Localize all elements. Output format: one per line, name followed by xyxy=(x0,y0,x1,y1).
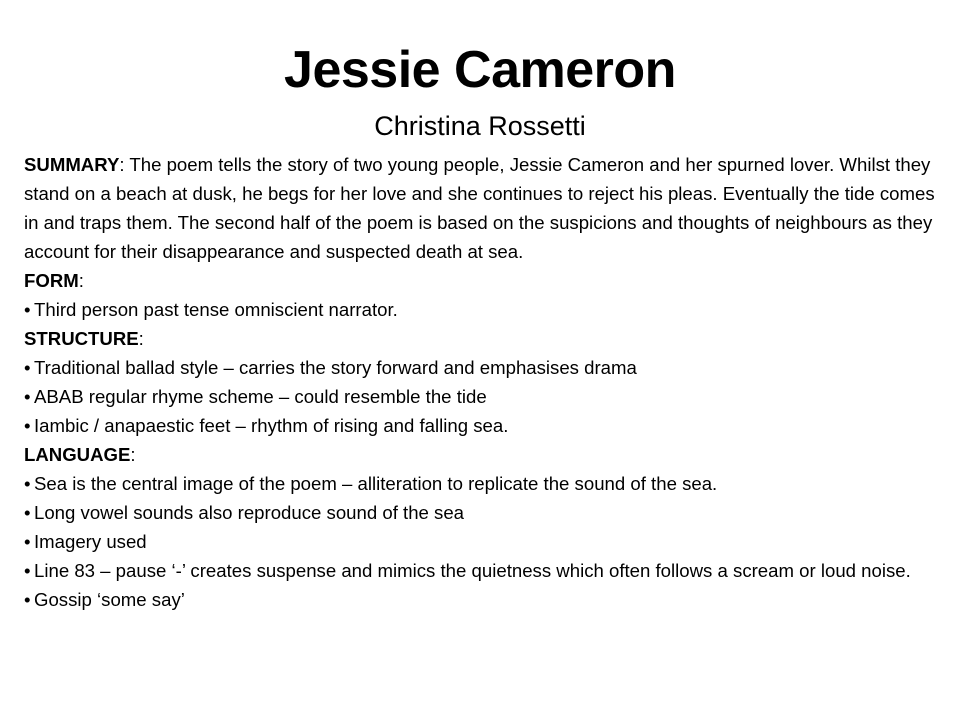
list-item xyxy=(24,353,940,382)
list-item xyxy=(24,556,940,585)
list-item xyxy=(24,498,940,527)
structure-heading-colon: : xyxy=(138,328,144,349)
language-bullet-text: Imagery used xyxy=(34,531,147,552)
structure-bullet-text: Iambic / anapaestic feet – rhythm of rising and falling sea. xyxy=(34,415,509,436)
bullet-icon: • xyxy=(24,589,31,610)
bullet-icon: • xyxy=(24,299,31,320)
language-heading-colon: : xyxy=(130,444,136,465)
list-item xyxy=(24,527,940,556)
language-bullet-text: Sea is the central image of the poem – alliteration to replicate the sound of the sea. xyxy=(34,473,718,494)
bullet-icon: • xyxy=(24,415,31,436)
language-heading: LANGUAGE xyxy=(24,444,131,465)
language-heading-line xyxy=(24,440,940,469)
slide-title: Jessie Cameron xyxy=(284,41,676,99)
summary-heading: SUMMARY xyxy=(24,154,120,175)
list-item xyxy=(24,382,940,411)
bullet-icon: • xyxy=(24,386,31,407)
summary-paragraph xyxy=(24,150,940,266)
form-heading-line xyxy=(24,266,940,295)
form-bullet-text: Third person past tense omniscient narrator. xyxy=(34,299,398,320)
bullet-icon: • xyxy=(24,560,31,581)
structure-heading: STRUCTURE xyxy=(24,328,139,349)
slide-body xyxy=(24,150,940,614)
language-bullet-text: Line 83 – pause ‘-’ creates suspense and mimics the quietness which often follows a scream or loud noise. xyxy=(34,560,911,581)
list-item xyxy=(24,469,940,498)
form-heading-colon: : xyxy=(78,270,84,291)
bullet-icon: • xyxy=(24,531,31,552)
bullet-icon: • xyxy=(24,357,31,378)
slide-subtitle-author: Christina Rossetti xyxy=(374,111,586,141)
bullet-icon: • xyxy=(24,502,31,523)
list-item xyxy=(24,411,940,440)
bullet-icon: • xyxy=(24,473,31,494)
summary-text: : The poem tells the story of two young people, Jessie Cameron and her spurned lover. Whilst they stand on a beach at dusk, he begs for her love and she continues to reject his pleas. Eventually the tide comes in and traps them. The second half of the poem is based on the suspicions and thoughts of neighbours as they account for their disappearance and suspected death at sea. xyxy=(24,154,935,262)
structure-bullet-text: ABAB regular rhyme scheme – could resemble the tide xyxy=(34,386,487,407)
form-heading: FORM xyxy=(24,270,79,291)
list-item xyxy=(24,295,940,324)
structure-heading-line xyxy=(24,324,940,353)
structure-bullet-text: Traditional ballad style – carries the story forward and emphasises drama xyxy=(34,357,637,378)
language-bullet-text: Gossip ‘some say’ xyxy=(34,589,185,610)
list-item xyxy=(24,585,940,614)
language-bullet-text: Long vowel sounds also reproduce sound of the sea xyxy=(34,502,465,523)
